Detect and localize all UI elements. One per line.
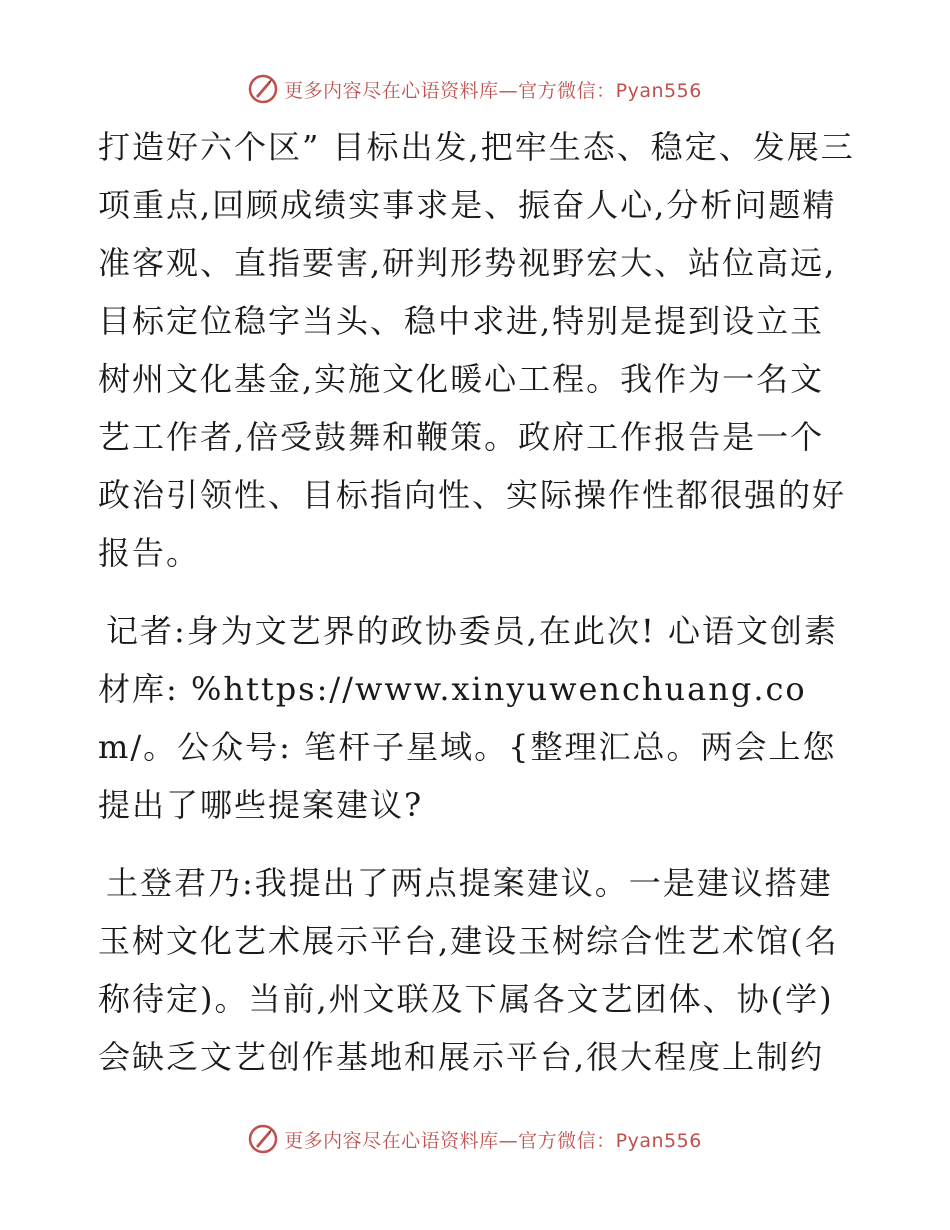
quill-logo-icon [248,1124,278,1154]
paragraph-3: 土登君乃:我提出了两点提案建议。一是建议搭建玉树文化艺术展示平台,建设玉树综合性艺术馆(名称待定)。当前,州文联及下属各文艺团体、协(学)会缺乏文艺创作基地和展示平台,很大程度上制约 [98,864,839,1076]
quill-logo-icon [248,74,278,104]
watermark-text: 更多内容尽在心语资料库—官方微信：Pyan556 [284,1129,702,1152]
paragraph-1: 打造好六个区” 目标出发,把牢生态、稳定、发展三项重点,回顾成绩实事求是、振奋人心,分析问题精准客观、直指要害,研判形势视野宏大、站位高远,目标定位稳字当头、稳中求进,特别是提到设立玉树州文化基金,实施文化暖心工程。我作为一名文艺工作者,倍受鼓舞和鞭策。政府工作报告是一个政治引领性、目标指向性、实际操作性都很强的好报告。 [98,128,855,572]
watermark-text: 更多内容尽在心语资料库—官方微信：Pyan556 [284,79,702,102]
header-watermark [0,74,950,104]
document-body [98,118,858,1106]
footer-watermark [0,1124,950,1154]
paragraph-2: 记者:身为文艺界的政协委员,在此次! 心语文创素材库: %https://www.xinyuwenchuang.com/。公众号: 笔杆子星域。{整理汇总。两会上您提出了哪些提案建议? [98,612,838,824]
